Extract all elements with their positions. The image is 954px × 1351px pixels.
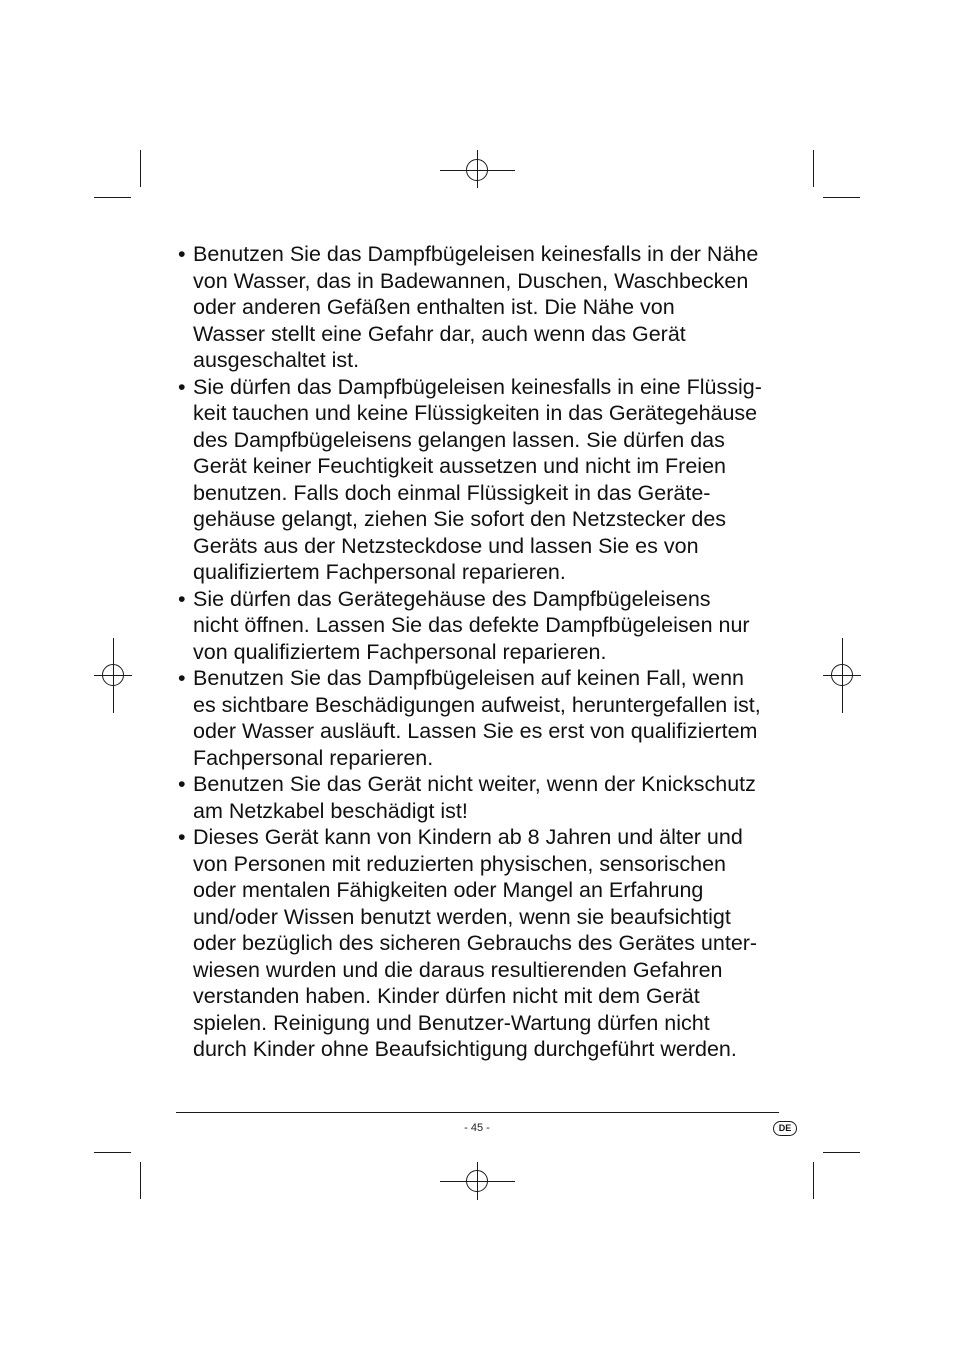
text-line: durch Kinder ohne Beaufsichtigung durchgeführt werden. xyxy=(193,1037,737,1061)
text-line: nicht öffnen. Lassen Sie das defekte Dampfbügeleisen nur xyxy=(193,613,750,637)
text-line: und/oder Wissen benutzt werden, wenn sie beaufsichtigt xyxy=(193,904,731,929)
crop-mark xyxy=(813,150,814,187)
bullet-icon: • xyxy=(178,772,186,796)
text-line: ausgeschaltet ist. xyxy=(193,348,360,372)
text-line: oder mentalen Fähigkeiten oder Mangel an Erfahrung xyxy=(193,878,704,902)
crop-mark xyxy=(94,197,131,198)
page-number: - 45 - xyxy=(464,1122,490,1134)
safety-instructions xyxy=(178,241,784,1063)
crop-mark xyxy=(823,197,860,198)
crop-mark xyxy=(823,1152,860,1153)
text-line: Geräts aus der Netzsteckdose und lassen Sie es von xyxy=(193,533,699,558)
text-line: oder Wasser ausläuft. Lassen Sie es erst von qualifiziertem xyxy=(193,719,758,743)
bullet-icon: • xyxy=(178,374,186,399)
text-line: Sie dürfen das Dampfbügeleisen keinesfalls in eine Flüssig- xyxy=(193,374,762,399)
text-line: oder anderen Gefäßen enthalten ist. Die Nähe von xyxy=(193,295,675,319)
text-line: oder bezüglich des sicheren Gebrauchs des Gerätes unter- xyxy=(193,931,758,955)
text-line: von Wasser, das in Badewannen, Duschen, Waschbecken xyxy=(193,268,749,293)
text-line: Fachpersonal reparieren. xyxy=(193,745,434,770)
bullet-item xyxy=(178,374,784,586)
bullet-item xyxy=(178,665,784,771)
bullet-icon: • xyxy=(178,586,186,611)
registration-target-icon xyxy=(466,1170,488,1192)
registration-target-icon xyxy=(102,664,124,686)
text-line: keit tauchen und keine Flüssigkeiten in das Gerätegehäuse xyxy=(193,401,758,425)
text-line: Benutzen Sie das Gerät nicht weiter, wenn der Knickschutz xyxy=(193,772,756,796)
crop-mark xyxy=(94,1152,131,1153)
text-line: Benutzen Sie das Dampfbügeleisen keinesfalls in der Nähe xyxy=(193,242,759,266)
bullet-item xyxy=(178,824,784,1063)
text-line: wiesen wurden und die daraus resultierenden Gefahren xyxy=(193,957,723,982)
text-line: benutzen. Falls doch einmal Flüssigkeit in das Geräte- xyxy=(193,480,711,505)
footer-divider xyxy=(176,1112,779,1113)
registration-target-icon xyxy=(466,159,488,181)
bullet-item xyxy=(178,771,784,824)
text-line: von qualifiziertem Fachpersonal reparieren. xyxy=(193,639,607,664)
text-line: Dieses Gerät kann von Kindern ab 8 Jahren und älter und xyxy=(193,825,743,849)
text-line: spielen. Reinigung und Benutzer-Wartung dürfen nicht xyxy=(193,1010,710,1035)
registration-target-icon xyxy=(831,664,853,686)
bullet-item xyxy=(178,586,784,666)
text-line: verstanden haben. Kinder dürfen nicht mit dem Gerät xyxy=(193,984,700,1008)
text-line: Gerät keiner Feuchtigkeit aussetzen und nicht im Freien xyxy=(193,454,726,478)
text-line: Benutzen Sie das Dampfbügeleisen auf keinen Fall, wenn xyxy=(193,666,744,690)
bullet-icon: • xyxy=(178,242,186,266)
crop-mark xyxy=(140,1162,141,1199)
crop-mark xyxy=(140,150,141,187)
bullet-item xyxy=(178,241,784,374)
bullet-icon: • xyxy=(178,666,186,690)
text-line: es sichtbare Beschädigungen aufweist, heruntergefallen ist, xyxy=(193,692,761,717)
text-line: Wasser stellt eine Gefahr dar, auch wenn das Gerät xyxy=(193,321,686,346)
text-line: Sie dürfen das Gerätegehäuse des Dampfbügeleisens xyxy=(193,586,711,611)
bullet-icon: • xyxy=(178,825,186,849)
text-line: von Personen mit reduzierten physischen, sensorischen xyxy=(193,851,727,876)
language-badge: DE xyxy=(773,1121,797,1136)
text-line: qualifiziertem Fachpersonal reparieren. xyxy=(193,560,566,584)
text-line: gehäuse gelangt, ziehen Sie sofort den Netzstecker des xyxy=(193,507,727,531)
text-line: am Netzkabel beschädigt ist! xyxy=(193,798,468,823)
text-line: des Dampfbügeleisens gelangen lassen. Sie dürfen das xyxy=(193,427,725,452)
crop-mark xyxy=(813,1162,814,1199)
